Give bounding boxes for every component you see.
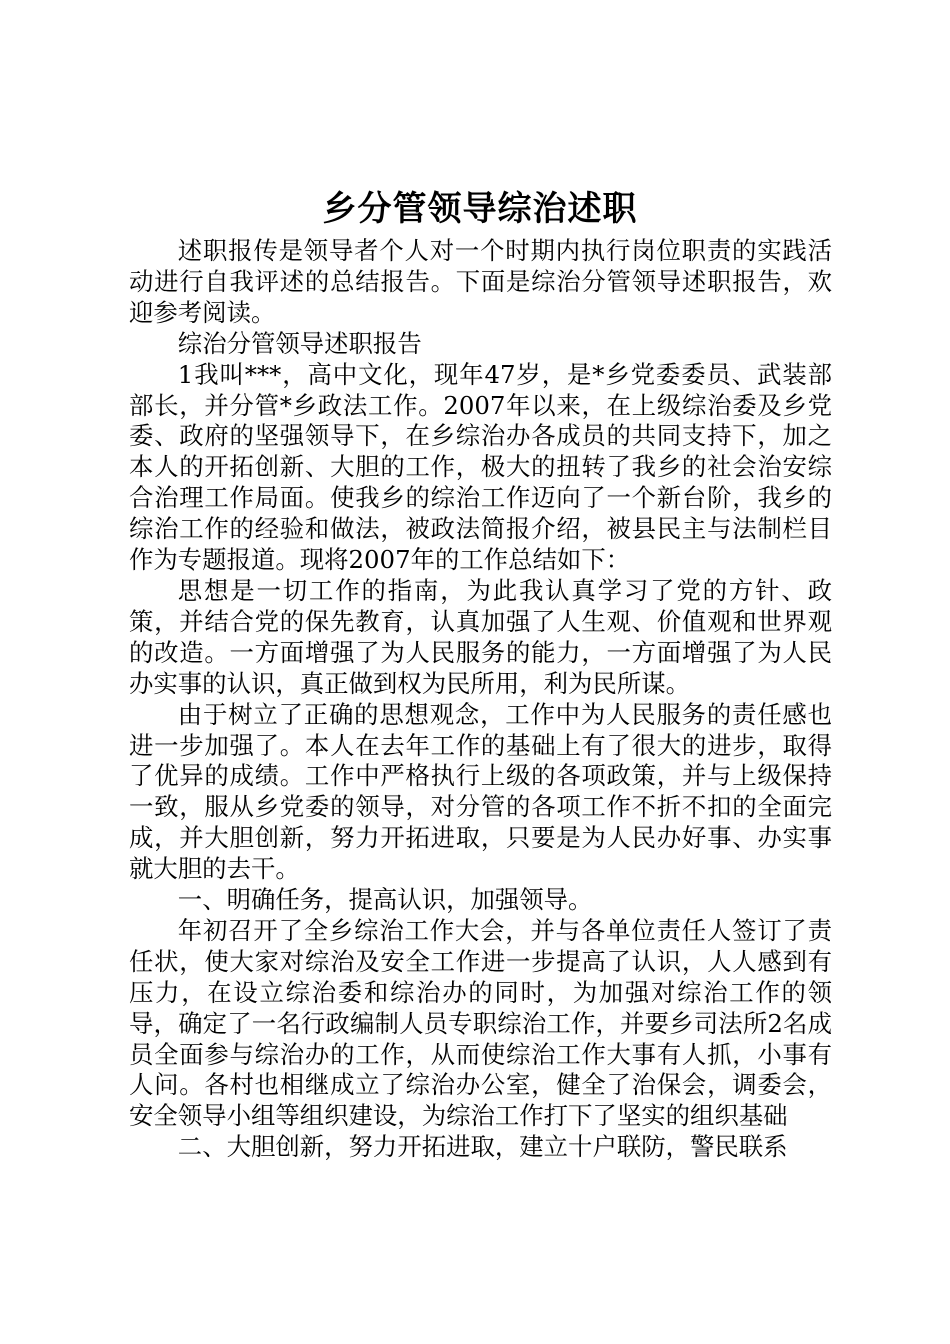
paragraph-section-1: 年初召开了全乡综治工作大会，并与各单位责任人签订了责任状，使大家对综治及安全工作进一步提高了认识，人人感到有压力，在设立综治委和综治办的同时，为加强对综治工作的领导，确定了一名行政编制人员专职综治工作，并要乡司法所2名成员全面参与综治办的工作，从而使综治工作大事有人抓，小事有人问。各村也相继成立了综治办公室，健全了治保会，调委会，安全领导小组等组织建设，为综治工作打下了坚实的组织基础 [129, 915, 832, 1131]
paragraph-subtitle: 综治分管领导述职报告 [177, 328, 422, 358]
paragraph-intro: 述职报传是领导者个人对一个时期内执行岗位职责的实践活动进行自我评述的总结报告。下面是综治分管领导述职报告，欢迎参考阅读。 [129, 236, 832, 327]
document-title: 乡分管领导综治述职 [322, 189, 638, 229]
section-heading-2: 二、大胆创新，努力开拓进取，建立十户联防，警民联系 [177, 1132, 788, 1162]
paragraph-responsibility: 由于树立了正确的思想观念，工作中为人民服务的责任感也进一步加强了。本人在去年工作的基础上有了很大的进步，取得了优异的成绩。工作中严格执行上级的各项政策，并与上级保持一致，服从乡党委的领导，对分管的各项工作不折不扣的全面完成，并大胆创新，努力开拓进取，只要是为人民办好事、办实事就大胆的去干。 [129, 699, 832, 884]
paragraph-self-introduction: 1我叫***，高中文化，现年47岁，是*乡党委委员、武装部部长，并分管*乡政法工作。2007年以来，在上级综治委及乡党委、政府的坚强领导下，在乡综治办各成员的共同支持下，加之本人的开拓创新、大胆的工作，极大的扭转了我乡的社会治安综合治理工作局面。使我乡的综治工作迈向了一个新台阶，我乡的综治工作的经验和做法，被政法简报介绍，被县民主与法制栏目作为专题报道。现将2007年的工作总结如下： [129, 359, 832, 575]
paragraph-thought: 思想是一切工作的指南，为此我认真学习了党的方针、政策，并结合党的保先教育，认真加强了人生观、价值观和世界观的改造。一方面增强了为人民服务的能力，一方面增强了为人民办实事的认识，真正做到权为民所用，利为民所谋。 [129, 575, 832, 698]
document-body [129, 236, 832, 1163]
section-heading-1: 一、明确任务，提高认识，加强领导。 [177, 885, 593, 915]
